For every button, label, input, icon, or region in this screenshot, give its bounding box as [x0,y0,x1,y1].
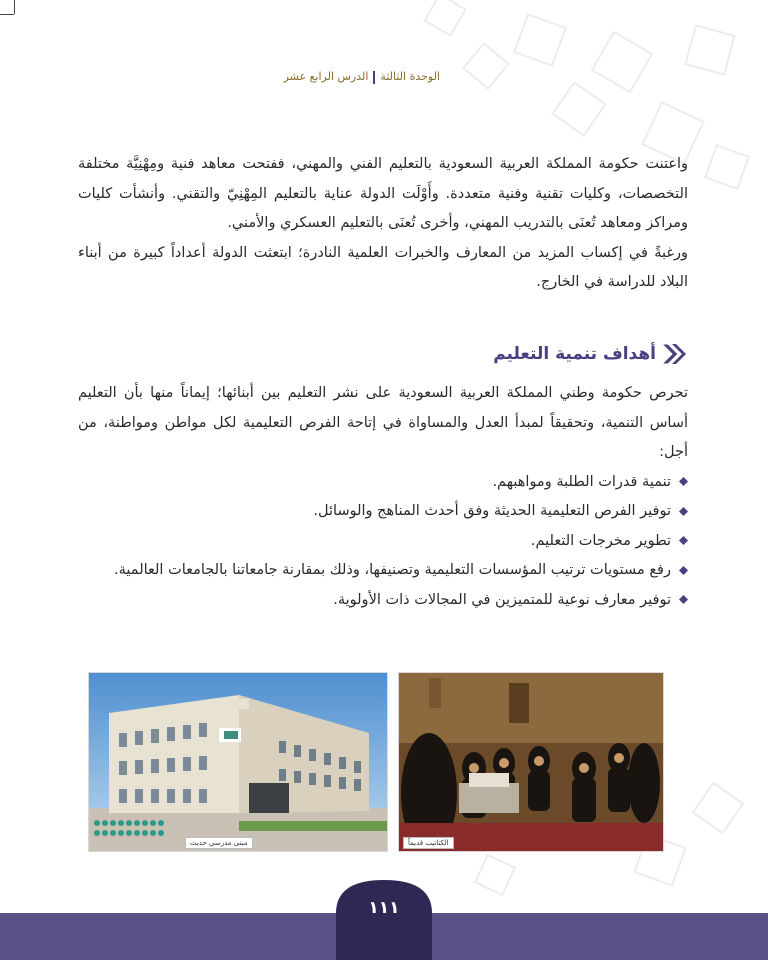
section-heading [493,344,686,364]
header-lesson: الدرس الرابع عشر [283,70,369,83]
double-chevron-icon [660,344,686,364]
list-item [78,586,688,616]
diamond-bullet-icon [679,536,688,545]
goal-text: توفير معارف نوعية للمتميزين في المجالات ذات الأولوية. [333,591,671,608]
goal-text: تنمية قدرات الطلبة ومواهبهم. [492,473,671,490]
diamond-bullet-icon [679,566,688,575]
section-heading-title: أهداف تنمية التعليم [493,344,656,364]
list-item [78,556,688,586]
header-separator [373,71,375,84]
goals-list [78,468,688,616]
paragraph-education-goals-intro: تحرص حكومة وطني المملكة العربية السعودية على نشر التعليم بين أبنائها؛ إيماناً منها بأن التعليم أساس التنمية، وتحقيقاً لمبدأ العدل والمساواة في إتاحة الفرص التعليمية لكل مواطن ومواطنة، من أجل: [78,385,688,460]
body-text-block [78,150,688,298]
photo-caption-right: الكتاتيب قديماً [403,837,454,849]
diamond-bullet-icon [679,477,688,486]
crop-mark [14,0,15,14]
page-number-tab [336,880,432,960]
kuttab-illustration [399,673,663,851]
paragraph-vocational-education: واعتنت حكومة المملكة العربية السعودية بالتعليم الفني والمهني، ففتحت معاهد فنية ومِهْنِيَّة مختلفة التخصصات، وكليات تقنية وفنية متعددة. وأَوْلَت الدولة عناية بالتعليم المِهْنِيّ والتقني. وأنشأت كليات ومراكز ومعاهد تُعنَى بالتدريب المهني، وأخرى تُعنَى بالتعليم العسكري والأمني. [78,156,688,231]
diamond-bullet-icon [679,595,688,604]
list-item [78,497,688,527]
list-item [78,527,688,557]
school-building-illustration [89,673,387,851]
photo-caption-left: مبنى مدرسي حديث [185,837,253,849]
page-number: ١١١ [368,898,400,918]
goals-text-block [78,379,688,615]
running-header [80,70,440,84]
photo-old-kuttab [398,672,664,852]
goal-text: توفير الفرص التعليمية الحديثة وفق أحدث المناهج والوسائل. [313,503,671,519]
crop-mark [0,14,14,15]
photo-modern-school [88,672,388,852]
header-unit: الوحدة الثالثة [380,70,440,83]
diamond-bullet-icon [679,507,688,516]
goal-text: رفع مستويات ترتيب المؤسسات التعليمية وتصنيفها، وذلك بمقارنة جامعاتنا بالجامعات العالمية. [114,562,671,578]
paragraph-scholarships: ورغبةً في إكساب المزيد من المعارف والخبرات العلمية النادرة؛ ابتعثت الدولة أعداداً كبيرة من أبناء البلاد للدراسة في الخارج. [78,244,688,290]
list-item [78,468,688,498]
goal-text: تطوير مخرجات التعليم. [530,532,671,549]
